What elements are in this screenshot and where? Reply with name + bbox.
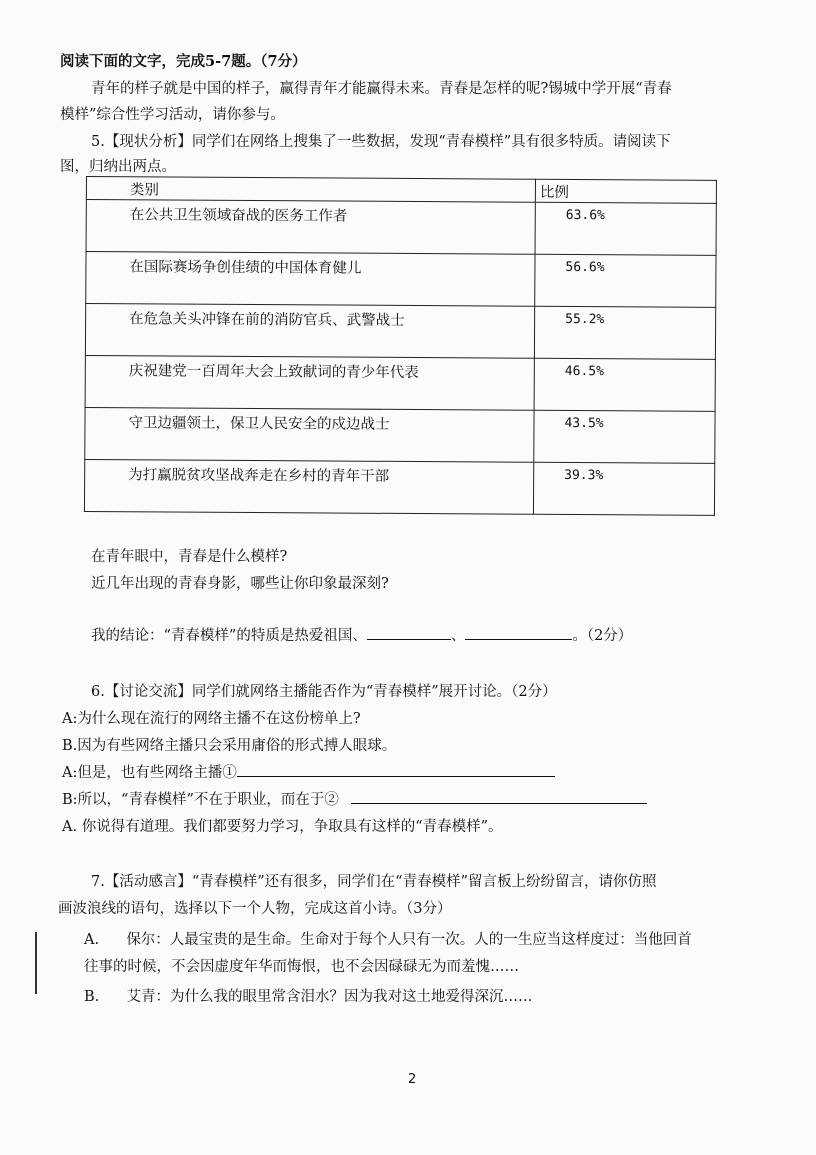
question-5-text-2: 图，归纳出两点。 (60, 159, 176, 175)
table-cell-percent: 63.6% (535, 202, 716, 255)
prompt-line-2: 近几年出现的青春身影，哪些让你印象最深刻? (91, 576, 389, 592)
table-cell-category: 在公共卫生领域奋战的医务工作者 (86, 200, 535, 255)
table-cell-percent: 39.3% (533, 462, 714, 515)
margin-mark (35, 932, 37, 994)
question-7-text: 7.【活动感言】“青春模样”还有很多，同学们在“青春模样”留言板上纷纷留言，请你仿照 (91, 874, 657, 890)
table-row (85, 304, 715, 360)
table-row (84, 459, 714, 515)
table-cell-category: 庆祝建党一百周年大会上致献词的青少年代表 (85, 355, 534, 410)
table-row (85, 355, 715, 411)
table-row (86, 200, 716, 256)
table-cell-category: 为打赢脱贫攻坚战奔走在乡村的青年干部 (84, 459, 533, 514)
table-cell-percent: 56.6% (535, 254, 716, 307)
conclusion-suffix: 。（2分） (572, 628, 633, 644)
option-a-line-2: 往事的时候，不会因虚度年华而悔恨，也不会因碌碌无为而羞愧…… (84, 959, 519, 975)
intro-line-1: 青年的样子就是中国的样子，赢得青年才能赢得未来。青春是怎样的呢?锡城中学开展“青春 (91, 81, 672, 97)
option-b-text: 艾青：为什么我的眼里常含泪水？因为我对这土地爱得深沉…… (126, 989, 533, 1005)
option-b-label: B. (84, 989, 100, 1005)
dialogue-a-3: A. 你说得有道理。我们都要努力学习，争取具有这样的“青春模样”。 (62, 819, 503, 835)
conclusion-prefix: 我的结论：“青春模样”的特质是热爱祖国、 (91, 628, 367, 644)
section-heading: 阅读下面的文字，完成5-7题。（7分） (60, 53, 307, 70)
table-cell-category: 在国际赛场争创佳绩的中国体育健儿 (86, 252, 535, 307)
dialogue-b-1: B.因为有些网络主播只会采用庸俗的形式搏人眼球。 (62, 738, 397, 754)
intro-line-2: 模样”综合性学习活动，请你参与。 (60, 107, 285, 123)
answer-blank-1[interactable] (367, 625, 451, 640)
option-b (84, 985, 532, 1006)
page-number: 2 (408, 1072, 417, 1087)
answer-blank-2[interactable] (465, 625, 572, 640)
table-cell-category: 在危急关头冲锋在前的消防官兵、武警战士 (85, 304, 534, 359)
data-table (84, 176, 717, 516)
option-a (84, 928, 692, 949)
dialogue-b-2 (62, 788, 647, 809)
table-cell-percent: 43.5% (534, 410, 715, 463)
table-header-category: 类别 (86, 177, 535, 203)
table-cell-percent: 55.2% (534, 306, 715, 359)
answer-blank-4[interactable] (351, 789, 647, 804)
question-5-text: 5.【现状分析】同学们在网络上搜集了一些数据，发现“青春模样”具有很多特质。请阅读下 (91, 134, 671, 150)
table-row (86, 252, 716, 308)
table-cell-category: 守卫边疆领土，保卫人民安全的戍边战士 (85, 407, 534, 462)
question-6-title: 6.【讨论交流】同学们就网络主播能否作为“青春模样”展开讨论。（2分） (91, 684, 557, 700)
conclusion-separator: 、 (450, 628, 466, 644)
table-cell-percent: 46.5% (534, 358, 715, 411)
option-a-label: A. (84, 932, 100, 948)
prompt-line-1: 在青年眼中，青春是什么模样? (91, 549, 288, 565)
dialogue-a-2 (62, 761, 555, 782)
conclusion-line (91, 624, 632, 645)
table-header-percent: 比例 (535, 179, 716, 203)
table-row (85, 407, 715, 463)
answer-blank-3[interactable] (237, 762, 555, 777)
dialogue-b-2-text: B:所以，“青春模样”不在于职业，而在于② (62, 792, 339, 808)
option-a-line-1: 保尔：人最宝贵的是生命。生命对于每个人只有一次。人的一生应当这样度过：当他回首 (126, 932, 692, 948)
dialogue-a-1: A:为什么现在流行的网络主播不在这份榜单上? (62, 711, 361, 727)
dialogue-a-2-text: A:但是，也有些网络主播① (62, 765, 237, 781)
question-7-text-2: 画波浪线的语句，选择以下一个人物，完成这首小诗。（3分） (58, 901, 452, 917)
